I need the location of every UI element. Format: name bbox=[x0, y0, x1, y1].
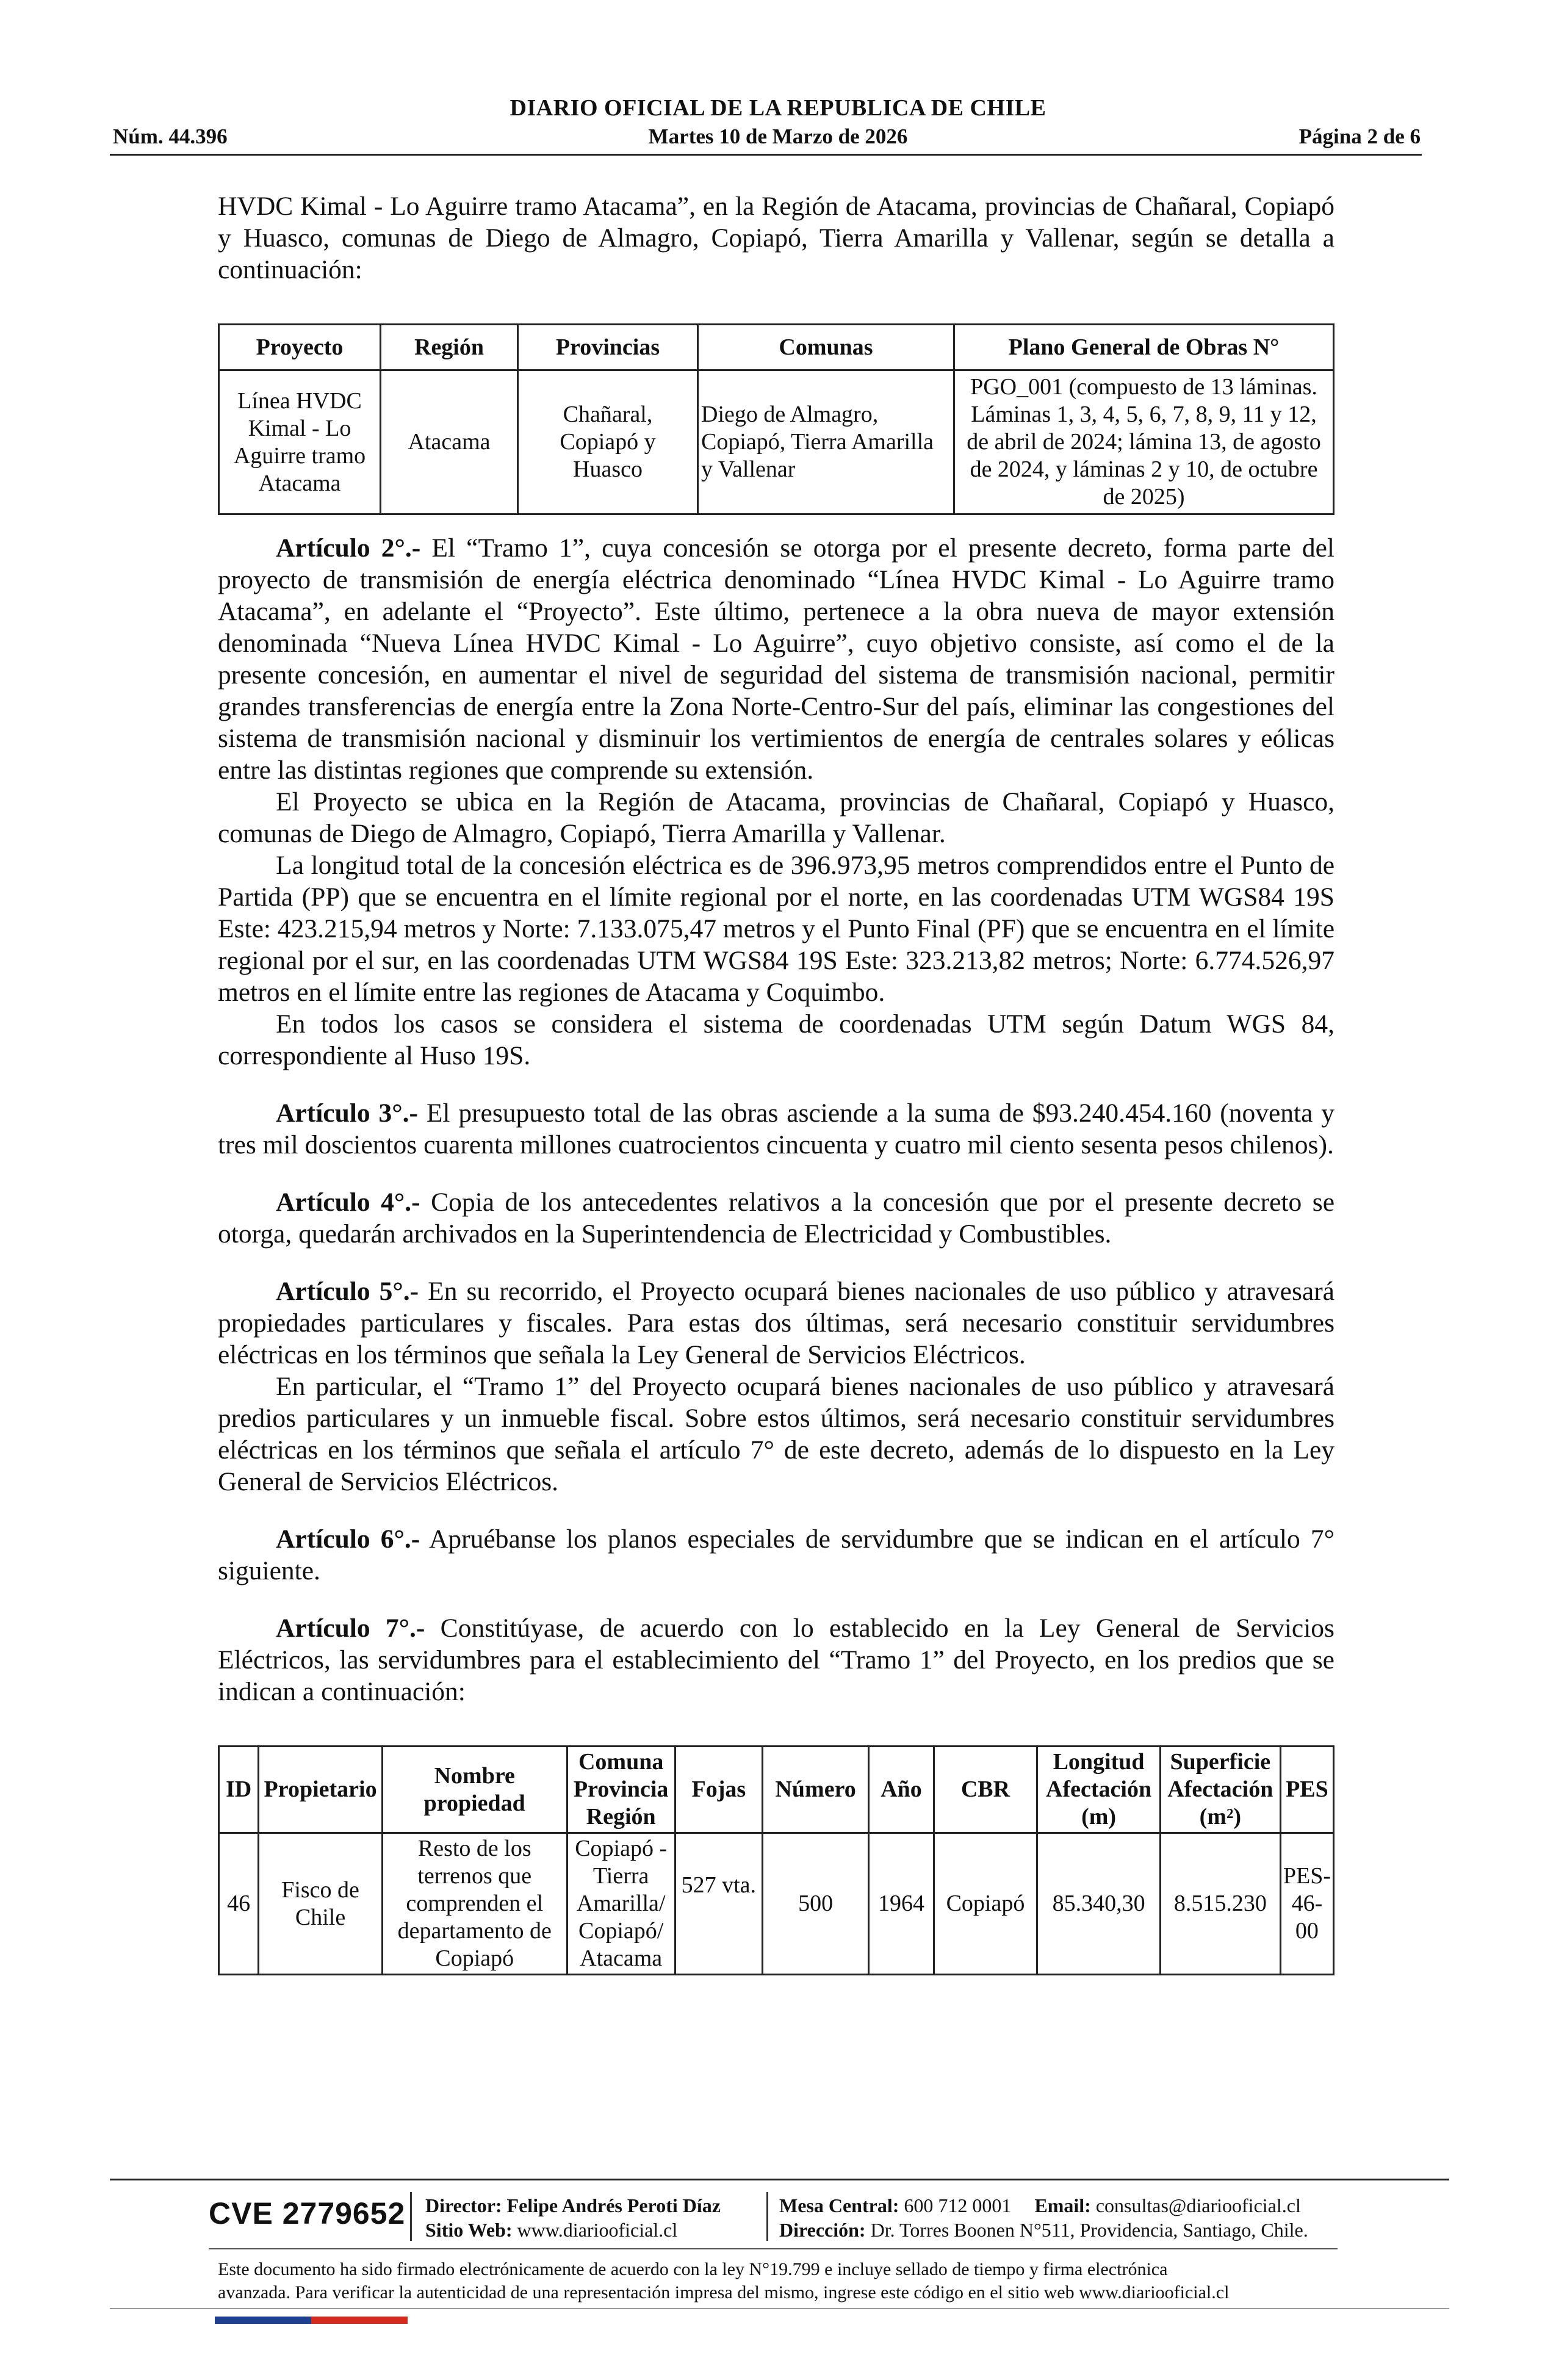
col-nombre-propiedad: Nombre propiedad bbox=[382, 1747, 567, 1833]
website-link[interactable]: www.diariooficial.cl bbox=[517, 2219, 678, 2241]
page-indicator: Página 2 de 6 bbox=[1298, 124, 1421, 148]
footer-separator bbox=[410, 2192, 412, 2241]
col-provincias: Provincias bbox=[518, 325, 698, 370]
cell-comuna: Copiapó - Tierra Amarilla/ Copiapó/ Atacama bbox=[567, 1833, 675, 1975]
article-6-paragraph bbox=[218, 1523, 1334, 1587]
cell-proyecto: Línea HVDC Kimal - Lo Aguirre tramo Atacama bbox=[219, 370, 381, 514]
cell-id: 46 bbox=[219, 1833, 259, 1975]
col-anio: Año bbox=[869, 1747, 934, 1833]
director-label: Director: bbox=[425, 2194, 502, 2216]
address-label: Dirección: bbox=[779, 2219, 866, 2241]
email-label: Email: bbox=[1034, 2194, 1091, 2216]
article-3-text: El presupuesto total de las obras asciende a la suma de $93.240.454.160 (noventa y tres mil doscientos cuarenta millones cuatrocientos cincuenta y cuatro mil ciento sesenta pesos chilenos). bbox=[218, 1098, 1335, 1159]
footer-divider bbox=[110, 2179, 1449, 2180]
legal-line-2: avanzada. Para verificar la autenticidad de una representación impresa del mismo, ingrese este código en el sitio web www.diariooficial.cl bbox=[218, 2282, 1230, 2302]
article-6-text: Apruébanse los planos especiales de servidumbre que se indican en el artículo 7° siguiente. bbox=[218, 1524, 1335, 1585]
flag-stripe bbox=[215, 2317, 408, 2324]
col-fojas: Fojas bbox=[675, 1747, 762, 1833]
article-7-label: Artículo 7°.- bbox=[276, 1614, 425, 1643]
issue-number: Núm. 44.396 bbox=[113, 124, 228, 148]
article-5-paragraph bbox=[218, 1275, 1334, 1371]
legal-line-1: Este documento ha sido firmado electrónicamente de acuerdo con la ley N°19.799 e incluye sellado de tiempo y firma electrónica bbox=[218, 2259, 1168, 2279]
legal-notice bbox=[218, 2258, 1334, 2304]
cell-longitud: 85.340,30 bbox=[1037, 1833, 1160, 1975]
col-id: ID bbox=[219, 1747, 259, 1833]
article-4-paragraph bbox=[218, 1186, 1334, 1250]
article-5-label: Artículo 5°.- bbox=[276, 1277, 419, 1306]
article-2-paragraph bbox=[218, 532, 1334, 786]
intro-paragraph: HVDC Kimal - Lo Aguirre tramo Atacama”, en la Región de Atacama, provincias de Chañaral, Copiapó y Huasco, comunas de Diego de Almagro, Copiapó, Tierra Amarilla y Vallenar, según se detalla a continuación: bbox=[218, 192, 1334, 284]
cell-anio: 1964 bbox=[869, 1833, 934, 1975]
cell-comunas: Diego de Almagro, Copiapó, Tierra Amarilla y Vallenar bbox=[698, 370, 954, 514]
cell-provincias: Chañaral, Copiapó y Huasco bbox=[518, 370, 698, 514]
footer-director-block bbox=[425, 2193, 721, 2242]
email-link[interactable]: consultas@diariooficial.cl bbox=[1095, 2194, 1301, 2216]
article-4-text: Copia de los antecedentes relativos a la concesión que por el presente decreto se otorga, quedarán archivados en la Superintendencia de Electricidad y Combustibles. bbox=[218, 1188, 1335, 1249]
website-label: Sitio Web: bbox=[425, 2219, 513, 2241]
cell-pes: PES-46-00 bbox=[1280, 1833, 1333, 1975]
document-body bbox=[218, 190, 1334, 1975]
col-proyecto: Proyecto bbox=[219, 325, 381, 370]
servidumbre-table bbox=[218, 1745, 1334, 1975]
address-text: Dr. Torres Boonen N°511, Providencia, Santiago, Chile. bbox=[870, 2219, 1308, 2241]
col-propietario: Propietario bbox=[259, 1747, 383, 1833]
newspaper-title: DIARIO OFICIAL DE LA REPUBLICA DE CHILE bbox=[510, 95, 1046, 121]
article-6-label: Artículo 6°.- bbox=[276, 1524, 420, 1554]
cell-superficie: 8.515.230 bbox=[1160, 1833, 1280, 1975]
issue-date: Martes 10 de Marzo de 2026 bbox=[648, 124, 908, 148]
flag-blue-segment bbox=[215, 2317, 311, 2324]
col-region: Región bbox=[381, 325, 518, 370]
servidumbre-table-header bbox=[219, 1747, 1334, 1833]
article-5-paragraph-2: En particular, el “Tramo 1” del Proyecto ocupará bienes nacionales de uso público y atravesará predios particulares y un inmueble fiscal. Sobre estos últimos, será necesario constituir servidumbres eléctricas en los términos que señala el artículo 7° de este decreto, además de lo dispuesto en la Ley General de Servicios Eléctricos. bbox=[218, 1372, 1334, 1496]
footer-separator bbox=[766, 2192, 768, 2241]
article-2-label: Artículo 2°.- bbox=[276, 533, 421, 563]
cell-numero: 500 bbox=[762, 1833, 869, 1975]
cve-code: CVE 2779652 bbox=[209, 2196, 406, 2230]
director-name: Felipe Andrés Peroti Díaz bbox=[506, 2194, 721, 2216]
col-pes: PES bbox=[1280, 1747, 1333, 1833]
col-superficie: Superficie Afectación (m²) bbox=[1160, 1747, 1280, 1833]
footer-bottom-divider bbox=[110, 2308, 1449, 2309]
project-table bbox=[218, 323, 1334, 515]
mesa-phone: 600 712 0001 bbox=[904, 2194, 1012, 2216]
col-longitud: Longitud Afectación (m) bbox=[1037, 1747, 1160, 1833]
article-2-length: La longitud total de la concesión eléctrica es de 396.973,95 metros comprendidos entre el Punto de Partida (PP) que se encuentra en el límite regional por el norte, en las coordenadas UTM WGS84 19S Este: 423.215,94 metros y Norte: 7.133.075,47 metros y el Punto Final (PF) que se encuentra en el límite regional por el sur, en las coordenadas UTM WGS84 19S Este: 323.213,82 metros; Norte: 6.774.526,97 metros en el límite entre las regiones de Atacama y Coquimbo. bbox=[218, 851, 1334, 1007]
footer-contact-block bbox=[779, 2193, 1308, 2242]
header-divider bbox=[110, 154, 1422, 156]
footer-divider-thin bbox=[209, 2248, 1338, 2249]
col-comunas: Comunas bbox=[698, 325, 954, 370]
mesa-label: Mesa Central: bbox=[779, 2194, 899, 2216]
cell-propietario: Fisco de Chile bbox=[259, 1833, 383, 1975]
article-4-label: Artículo 4°.- bbox=[276, 1188, 420, 1217]
col-cbr: CBR bbox=[934, 1747, 1037, 1833]
article-3-paragraph bbox=[218, 1097, 1334, 1161]
cell-fojas: 527 vta. bbox=[675, 1833, 762, 1975]
cell-plano: PGO_001 (compuesto de 13 láminas. Láminas 1, 3, 4, 5, 6, 7, 8, 9, 11 y 12, de abril de 2024; lámina 13, de agosto de 2024, y láminas 2 y 10, de octubre de 2025) bbox=[954, 370, 1334, 514]
article-2-datum: En todos los casos se considera el sistema de coordenadas UTM según Datum WGS 84, correspondiente al Huso 19S. bbox=[218, 1009, 1334, 1070]
col-plano: Plano General de Obras N° bbox=[954, 325, 1334, 370]
article-2-location: El Proyecto se ubica en la Región de Atacama, provincias de Chañaral, Copiapó y Huasco, comunas de Diego de Almagro, Copiapó, Tierra Amarilla y Vallenar. bbox=[218, 787, 1334, 848]
table-row bbox=[219, 1833, 1334, 1975]
article-3-label: Artículo 3°.- bbox=[276, 1098, 418, 1128]
table-row bbox=[219, 370, 1334, 514]
article-7-text: Constitúyase, de acuerdo con lo establecido en la Ley General de Servicios Eléctricos, las servidumbres para el establecimiento del “Tramo 1” del Proyecto, en los predios que se indican a continuación: bbox=[218, 1614, 1334, 1706]
col-numero: Número bbox=[762, 1747, 869, 1833]
col-comuna: Comuna Provincia Región bbox=[567, 1747, 675, 1833]
cell-nombre-propiedad: Resto de los terrenos que comprenden el departamento de Copiapó bbox=[382, 1833, 567, 1975]
cell-cbr: Copiapó bbox=[934, 1833, 1037, 1975]
article-5-text: En su recorrido, el Proyecto ocupará bienes nacionales de uso público y atravesará propiedades particulares y fiscales. Para estas dos últimas, será necesario constituir servidumbres eléctricas en los términos que señala la Ley General de Servicios Eléctricos. bbox=[218, 1277, 1334, 1369]
cell-region: Atacama bbox=[381, 370, 518, 514]
article-7-paragraph bbox=[218, 1612, 1334, 1707]
flag-red-segment bbox=[311, 2317, 408, 2324]
article-2-text: El “Tramo 1”, cuya concesión se otorga por el presente decreto, forma parte del proyecto de transmisión de energía eléctrica denominado “Línea HVDC Kimal - Lo Aguirre tramo Atacama”, en adelante el “Proyecto”. Este último, pertenece a la obra nueva de mayor extensión denominada “Nueva Línea HVDC Kimal - Lo Aguirre”, cuyo objetivo consiste, así como el de la presente concesión, en aumentar el nivel de seguridad del sistema de transmisión nacional, permitir grandes transferencias de energía entre la Zona Norte-Centro-Sur del país, eliminar las congestiones del sistema de transmisión nacional y disminuir los vertimientos de energía de centrales solares y eólicas entre las distintas regiones que comprende su extensión. bbox=[218, 533, 1335, 785]
project-table-header bbox=[219, 325, 1334, 370]
